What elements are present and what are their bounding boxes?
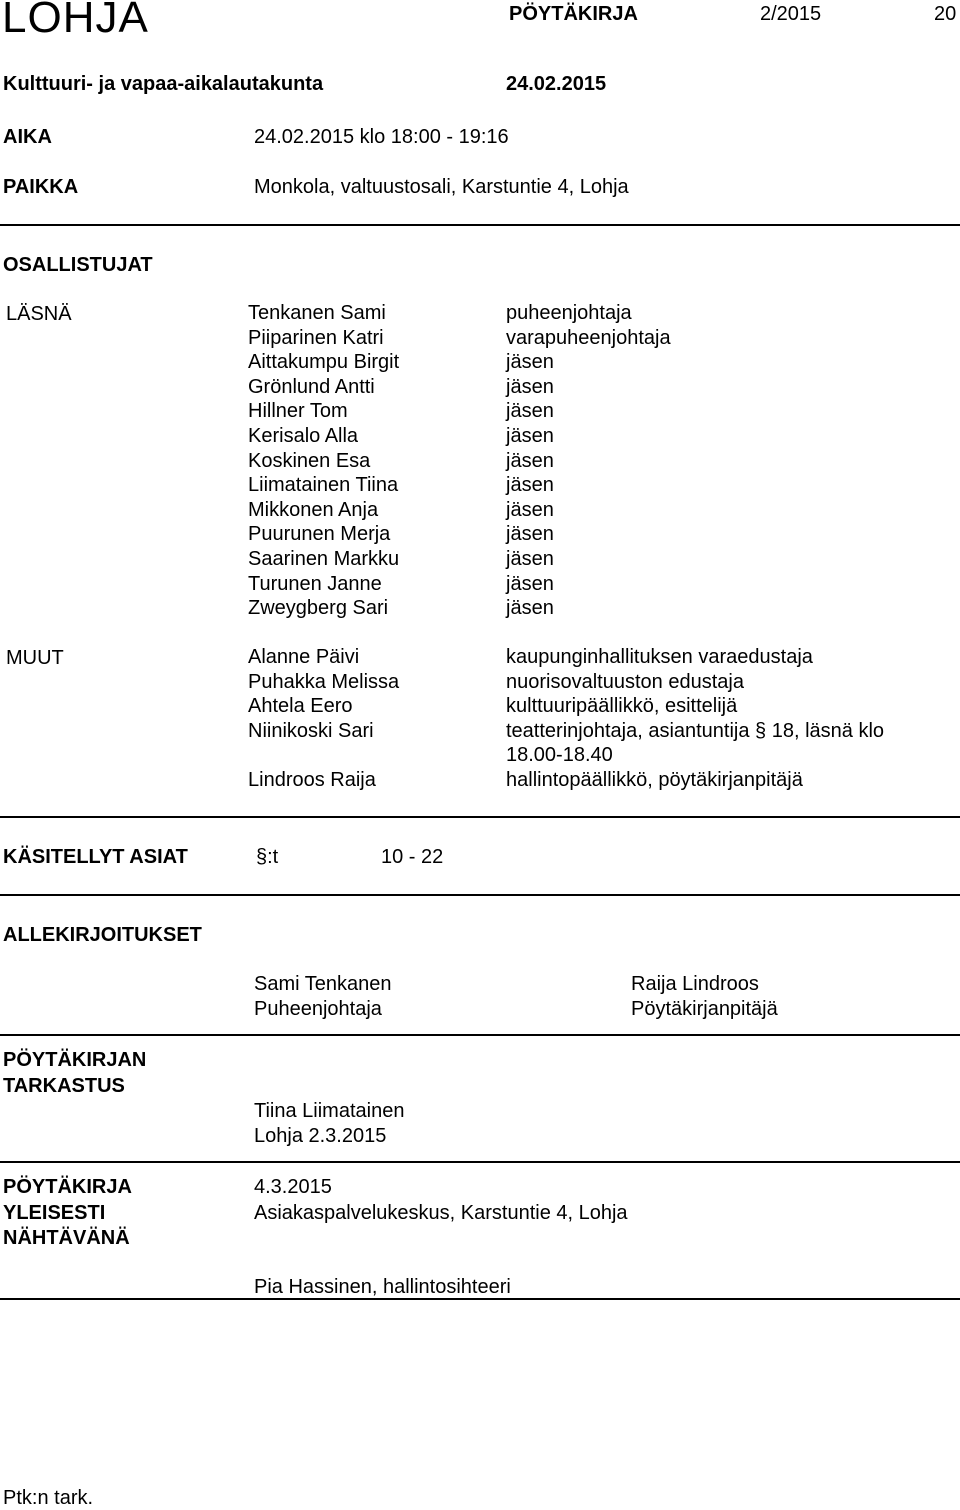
list-item: jäsen [506,449,554,472]
divider [0,1034,960,1036]
list-item: Saarinen Markku [248,547,400,570]
list-item: Grönlund Antti [248,375,375,398]
public-date: 4.3.2015 [254,1176,332,1198]
chair-title: Puheenjohtaja [254,998,382,1020]
chair-name: Sami Tenkanen [254,973,392,995]
list-item: jäsen [506,572,554,595]
others-label: MUUT [6,647,64,669]
place-label: PAIKKA [3,176,79,198]
secretary-title: Pöytäkirjanpitäjä [631,998,778,1020]
divider [0,1298,960,1300]
list-item: jäsen [506,498,554,521]
list-item: 18.00-18.40 [506,744,613,767]
list-item: kaupunginhallituksen varaedustaja [506,646,813,668]
list-item: Kerisalo Alla [248,424,359,447]
public-label-line3: NÄHTÄVÄNÄ [3,1227,130,1249]
list-item [248,743,399,768]
signatures-heading: ALLEKIRJOITUKSET [3,924,202,946]
list-item: varapuheenjohtaja [506,326,671,349]
list-item: Piiparinen Katri [248,326,384,349]
list-item: Lindroos Raija [248,768,376,791]
list-item: Puurunen Merja [248,523,391,546]
list-item: Koskinen Esa [248,449,371,472]
public-label-line1: PÖYTÄKIRJA [3,1176,132,1198]
matters-range: 10 - 22 [381,846,444,868]
present-roles-list [506,301,671,621]
list-item: Niinikoski Sari [248,719,374,742]
list-item: jäsen [506,351,554,374]
list-item: jäsen [506,523,554,546]
present-label: LÄSNÄ [6,303,72,325]
public-location: Asiakaspalvelukeskus, Karstuntie 4, Lohja [254,1202,628,1224]
document-type: PÖYTÄKIRJA [509,3,638,25]
document-number: 2/2015 [760,3,822,25]
matters-label: KÄSITELLYT ASIAT [3,846,188,868]
logo: LOHJA [2,0,149,42]
present-names-list [248,301,399,621]
time-value: 24.02.2015 klo 18:00 - 19:16 [254,126,509,148]
list-item: jäsen [506,547,554,570]
list-item: Zweygberg Sari [248,597,389,620]
meeting-date: 24.02.2015 [506,73,607,95]
participants-heading: OSALLISTUJAT [3,254,153,276]
list-item: jäsen [506,597,554,620]
place-value: Monkola, valtuustosali, Karstuntie 4, Lohja [254,176,629,198]
list-item: kulttuuripäällikkö, esittelijä [506,695,738,718]
others-roles-list [506,645,884,793]
divider [0,1161,960,1163]
list-item: Hillner Tom [248,400,348,423]
review-place-date: Lohja 2.3.2015 [254,1125,387,1147]
footer-note: Ptk:n tark. [3,1487,94,1509]
list-item: Puhakka Melissa [248,670,400,693]
list-item: Alanne Päivi [248,646,360,668]
list-item: teatterinjohtaja, asiantuntija § 18, läsnä klo [506,719,885,742]
page-number: 20 [934,3,957,25]
list-item: Liimatainen Tiina [248,474,399,497]
public-officer: Pia Hassinen, hallintosihteeri [254,1276,511,1298]
list-item: puheenjohtaja [506,302,632,324]
list-item: Aittakumpu Birgit [248,351,400,374]
review-label-line1: PÖYTÄKIRJAN [3,1049,147,1071]
divider [0,816,960,818]
secretary-name: Raija Lindroos [631,973,759,995]
list-item: Ahtela Eero [248,695,353,718]
list-item: Turunen Janne [248,572,382,595]
public-label-line2: YLEISESTI [3,1202,106,1224]
review-label-line2: TARKASTUS [3,1075,125,1097]
list-item: Mikkonen Anja [248,498,379,521]
committee-name: Kulttuuri- ja vapaa-aikalautakunta [3,73,324,95]
list-item: jäsen [506,400,554,423]
others-names-list [248,645,399,793]
divider [0,894,960,896]
divider [0,224,960,226]
reviewer-name: Tiina Liimatainen [254,1100,405,1122]
list-item: jäsen [506,424,554,447]
list-item: jäsen [506,375,554,398]
matters-section-mark: §:t [256,846,279,868]
list-item: jäsen [506,474,554,497]
list-item: Tenkanen Sami [248,302,386,324]
list-item: hallintopäällikkö, pöytäkirjanpitäjä [506,768,803,791]
list-item: nuorisovaltuuston edustaja [506,670,744,693]
time-label: AIKA [3,126,52,148]
